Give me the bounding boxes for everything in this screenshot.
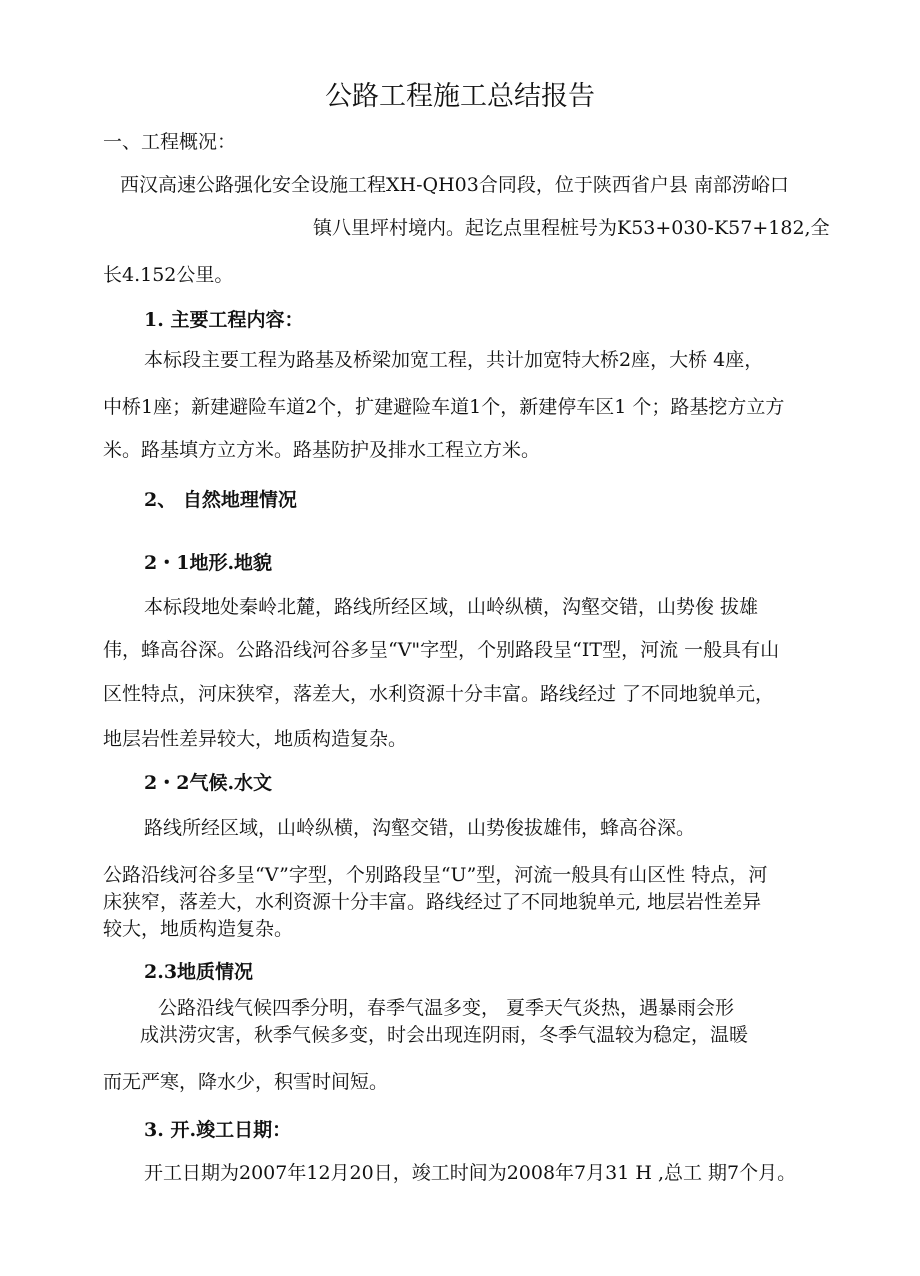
terrain-line-1: 本标段地处秦岭北麓，路线所经区域，山岭纵横，沟壑交错，山势俊 拔雄 — [144, 596, 759, 618]
report-title: 公路工程施工总结报告 — [325, 81, 595, 112]
geology-line-3: 而无严寒，降水少，积雪时间短。 — [103, 1071, 389, 1093]
climate-line-4: 较大，地质构造复杂。 — [103, 918, 294, 940]
dates-heading: 3. 开.竣工日期： — [144, 1119, 292, 1141]
overview-line-3: 长4.152公里。 — [103, 264, 234, 286]
climate-heading: 2・2气候.水文 — [144, 772, 273, 794]
geology-heading: 2.3地质情况 — [144, 961, 254, 983]
terrain-line-3: 区性特点，河床狭窄，落差大，水利资源十分丰富。路线经过 了不同地貌单元， — [103, 683, 775, 705]
terrain-heading: 2・1地形.地貌 — [144, 552, 273, 574]
terrain-line-2: 伟，蜂高谷深。公路沿线河谷多呈“V"字型，个别路段呈“IT型，河流 一般具有山 — [103, 639, 780, 661]
climate-line-3: 床狭窄，落差大，水利资源十分丰富。路线经过了不同地貌单元, 地层岩性差异 — [103, 891, 762, 913]
terrain-line-4: 地层岩性差异较大，地质构造复杂。 — [103, 728, 408, 750]
overview-line-1: 西汉高速公路强化安全设施工程XH-QH03合同段，位于陕西省户县 南部涝峪口 — [120, 174, 789, 196]
main-works-line-1: 本标段主要工程为路基及桥梁加宽工程，共计加宽特大桥2座，大桥 4座， — [144, 349, 764, 371]
natural-heading: 2、 自然地理情况 — [144, 489, 297, 511]
geology-line-2: 成洪涝灾害，秋季气候多变，时会出现连阴雨，冬季气温较为稳定，温暖 — [140, 1024, 749, 1046]
dates-line-1: 开工日期为2007年12月20日，竣工时间为2008年7月31 H ,总工 期7个月。 — [144, 1162, 797, 1184]
climate-line-2: 公路沿线河谷多呈“V”字型，个别路段呈“U”型，河流一般具有山区性 特点，河 — [103, 864, 768, 886]
overview-line-2: 镇八里坪村境内。起讫点里程桩号为K53+030-K57+182,全 — [313, 217, 830, 239]
main-works-line-3: 米。路基填方立方米。路基防护及排水工程立方米。 — [103, 439, 541, 461]
overview-heading: 一、工程概况： — [103, 131, 237, 153]
geology-line-1: 公路沿线气候四季分明，春季气温多变， 夏季天气炎热，遇暴雨会形 — [158, 997, 735, 1019]
main-works-heading: 1. 主要工程内容： — [144, 309, 304, 331]
climate-line-1: 路线所经区域，山岭纵横，沟壑交错，山势俊拔雄伟，蜂高谷深。 — [144, 817, 696, 839]
main-works-line-2: 中桥1座；新建避险车道2个，扩建避险车道1个，新建停车区1 个；路基挖方立方 — [103, 396, 785, 418]
